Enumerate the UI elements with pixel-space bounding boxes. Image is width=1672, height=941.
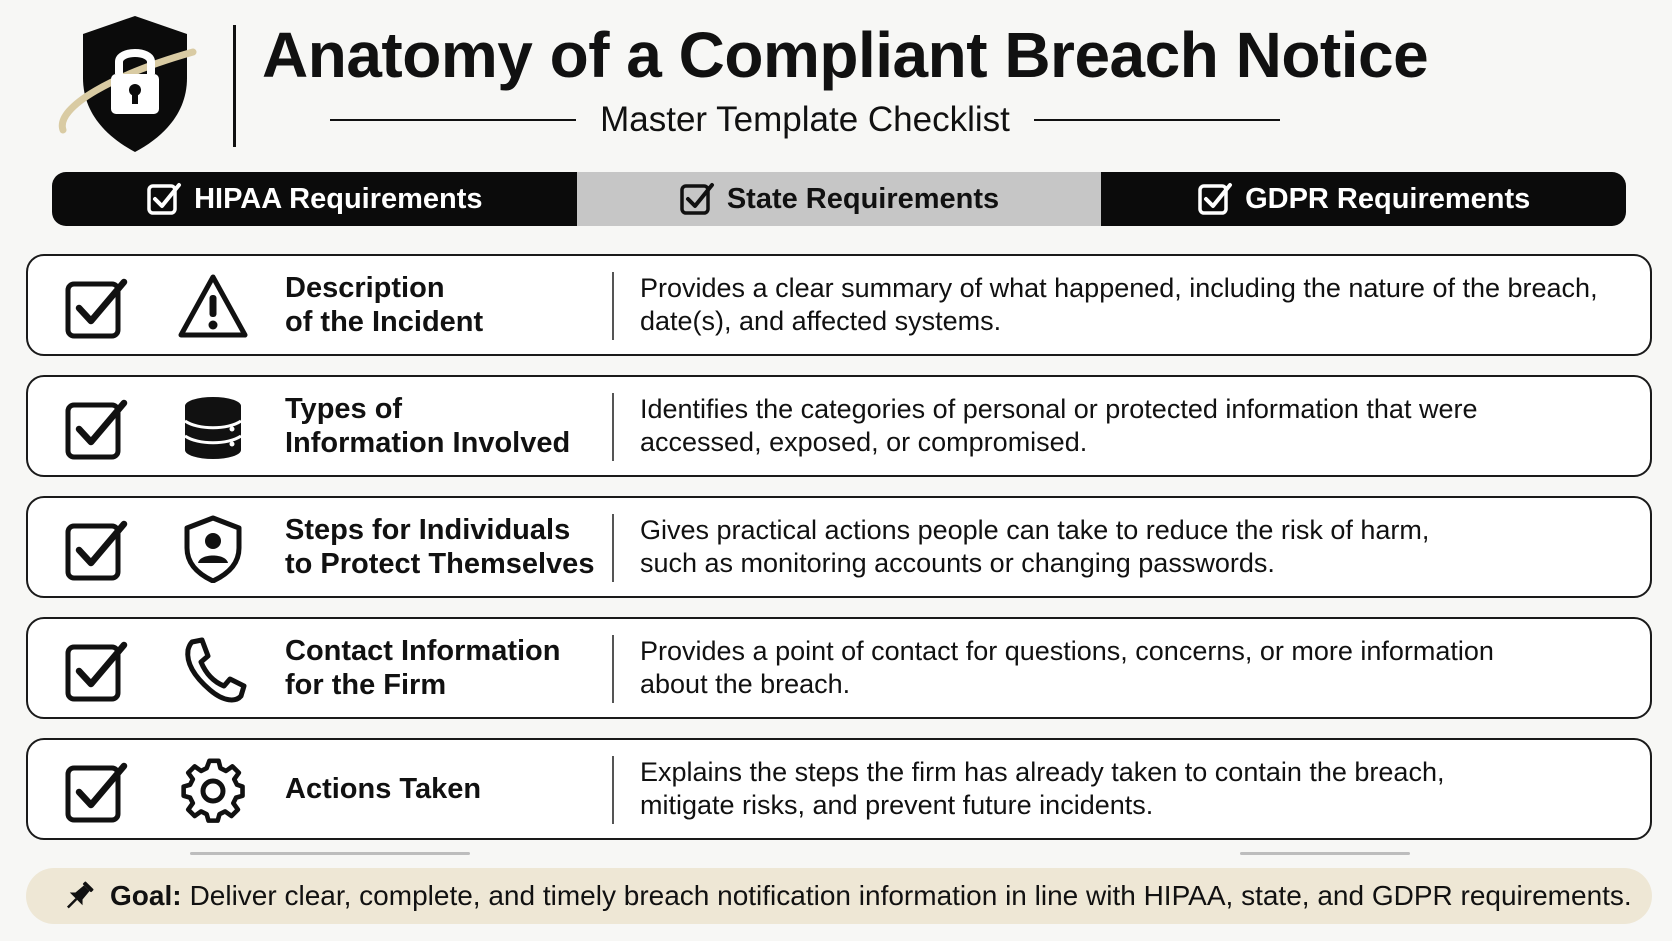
row-divider [612,393,614,461]
tab-state-requirements[interactable] [577,172,1102,226]
tab-label: HIPAA Requirements [194,182,483,215]
checkbox-checked-icon[interactable] [64,518,128,582]
tab-gdpr-requirements[interactable] [1101,172,1626,226]
goal-banner [26,868,1652,924]
checkbox-icon [679,181,715,217]
tab-label: State Requirements [726,182,1000,215]
checkbox-checked-icon[interactable] [64,276,128,340]
pushpin-icon [62,879,96,913]
row-description: Provides a point of contact for questions, concerns, or more information about the breach. [640,636,1494,699]
shield-lock-icon [55,12,215,162]
phone-icon [178,636,248,704]
row-title: Description of the Incident [285,272,484,338]
tab-hipaa-requirements[interactable] [52,172,577,226]
checkbox-icon [146,181,182,217]
row-title: Contact Information for the Firm [285,635,561,701]
row-title: Actions Taken [285,773,482,805]
tab-label: GDPR Requirements [1245,182,1531,215]
decorative-rule-right [1240,852,1410,855]
checkbox-checked-icon[interactable] [64,760,128,824]
row-title: Types of Information Involved [285,393,571,459]
row-divider [612,272,614,340]
row-description: Gives practical actions people can take to reduce the risk of harm, such as monitoring accounts or changing passwords. [640,515,1430,578]
checklist-row-information-types [26,375,1652,477]
checkbox-checked-icon[interactable] [64,397,128,461]
header-divider [233,25,236,147]
row-divider [612,756,614,824]
row-description: Identifies the categories of personal or protected information that were accessed, exposed, or compromised. [640,394,1478,457]
checklist-row-description [26,254,1652,356]
database-icon [178,394,248,462]
goal-text: Deliver clear, complete, and timely breach notification information in line with HIPAA, state, and GDPR requirements. [189,880,1632,911]
shield-user-icon [178,515,248,583]
checklist-row-protection-steps [26,496,1652,598]
row-description: Explains the steps the firm has already taken to contain the breach, mitigate risks, and prevent future incidents. [640,757,1445,820]
page-subtitle: Master Template Checklist [600,100,1010,139]
row-divider [612,514,614,582]
header [0,0,1672,165]
subtitle-group [330,98,1280,142]
requirements-tabs [52,172,1626,226]
goal-label: Goal: [110,880,182,911]
checklist-row-actions-taken [26,738,1652,840]
decorative-rule-left [190,852,470,855]
warning-icon [178,273,248,341]
subtitle-rule-right [1034,119,1280,121]
checkbox-checked-icon[interactable] [64,639,128,703]
checkbox-icon [1197,181,1233,217]
checklist-row-contact-info [26,617,1652,719]
checklist [26,254,1652,859]
row-title: Steps for Individuals to Protect Themselves [285,514,595,580]
gear-icon [178,757,248,825]
row-description: Provides a clear summary of what happened, including the nature of the breach, date(s), and affected systems. [640,273,1598,336]
row-divider [612,635,614,703]
page-title: Anatomy of a Compliant Breach Notice [262,19,1429,91]
subtitle-rule-left [330,119,576,121]
